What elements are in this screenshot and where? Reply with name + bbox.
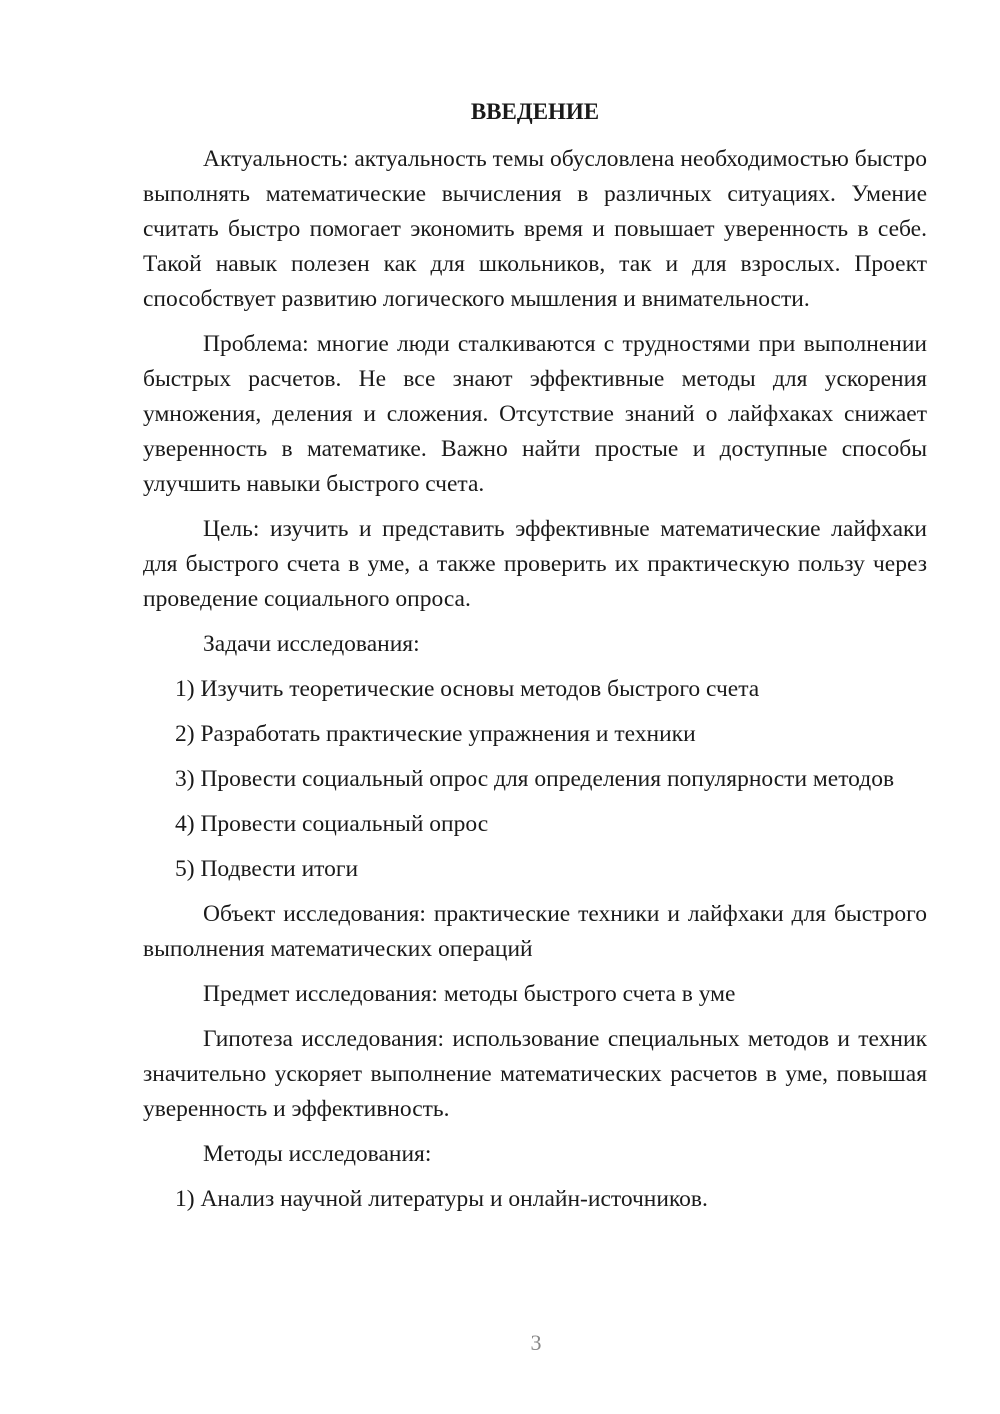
subject-paragraph: Предмет исследования: методы быстрого счета в уме bbox=[203, 981, 736, 1007]
object-paragraph: Объект исследования: практические техники и лайфхаки для быстрого выполнения математических операций bbox=[143, 901, 927, 962]
page-number: 3 bbox=[530, 1330, 542, 1355]
relevance-paragraph: Актуальность: актуальность темы обусловлена необходимостью быстро выполнять математические вычисления в различных ситуациях. Умение считать быстро помогает экономить время и повышает уверенность в себе. Такой навык полезен как для школьников, так и для взрослых. Проект способствует развитию логического мышления и внимательности. bbox=[143, 146, 927, 312]
task-item: 5) Подвести итоги bbox=[175, 856, 359, 882]
document-body bbox=[143, 94, 927, 1227]
task-item: 1) Изучить теоретические основы методов быстрого счета bbox=[175, 676, 760, 702]
task-item: 2) Разработать практические упражнения и техники bbox=[175, 721, 696, 747]
problem-paragraph: Проблема: многие люди сталкиваются с трудностями при выполнении быстрых расчетов. Не все знают эффективные методы для ускорения умножения, деления и сложения. Отсутствие знаний о лайфхаках снижает уверенность в математике. Важно найти простые и доступные способы улучшить навыки быстрого счета. bbox=[143, 331, 927, 497]
page-title: ВВЕДЕНИЕ bbox=[470, 99, 600, 124]
task-item: 3) Провести социальный опрос для определения популярности методов bbox=[175, 766, 895, 792]
task-item: 4) Провести социальный опрос bbox=[175, 811, 489, 837]
tasks-heading: Задачи исследования: bbox=[203, 631, 420, 657]
methods-heading: Методы исследования: bbox=[203, 1141, 432, 1167]
method-item: 1) Анализ научной литературы и онлайн-источников. bbox=[175, 1186, 708, 1212]
goal-paragraph: Цель: изучить и представить эффективные математические лайфхаки для быстрого счета в уме, а также проверить их практическую пользу через проведение социального опроса. bbox=[143, 516, 927, 612]
hypothesis-paragraph: Гипотеза исследования: использование специальных методов и техник значительно ускоряет выполнение математических расчетов в уме, повышая уверенность и эффективность. bbox=[143, 1026, 927, 1122]
